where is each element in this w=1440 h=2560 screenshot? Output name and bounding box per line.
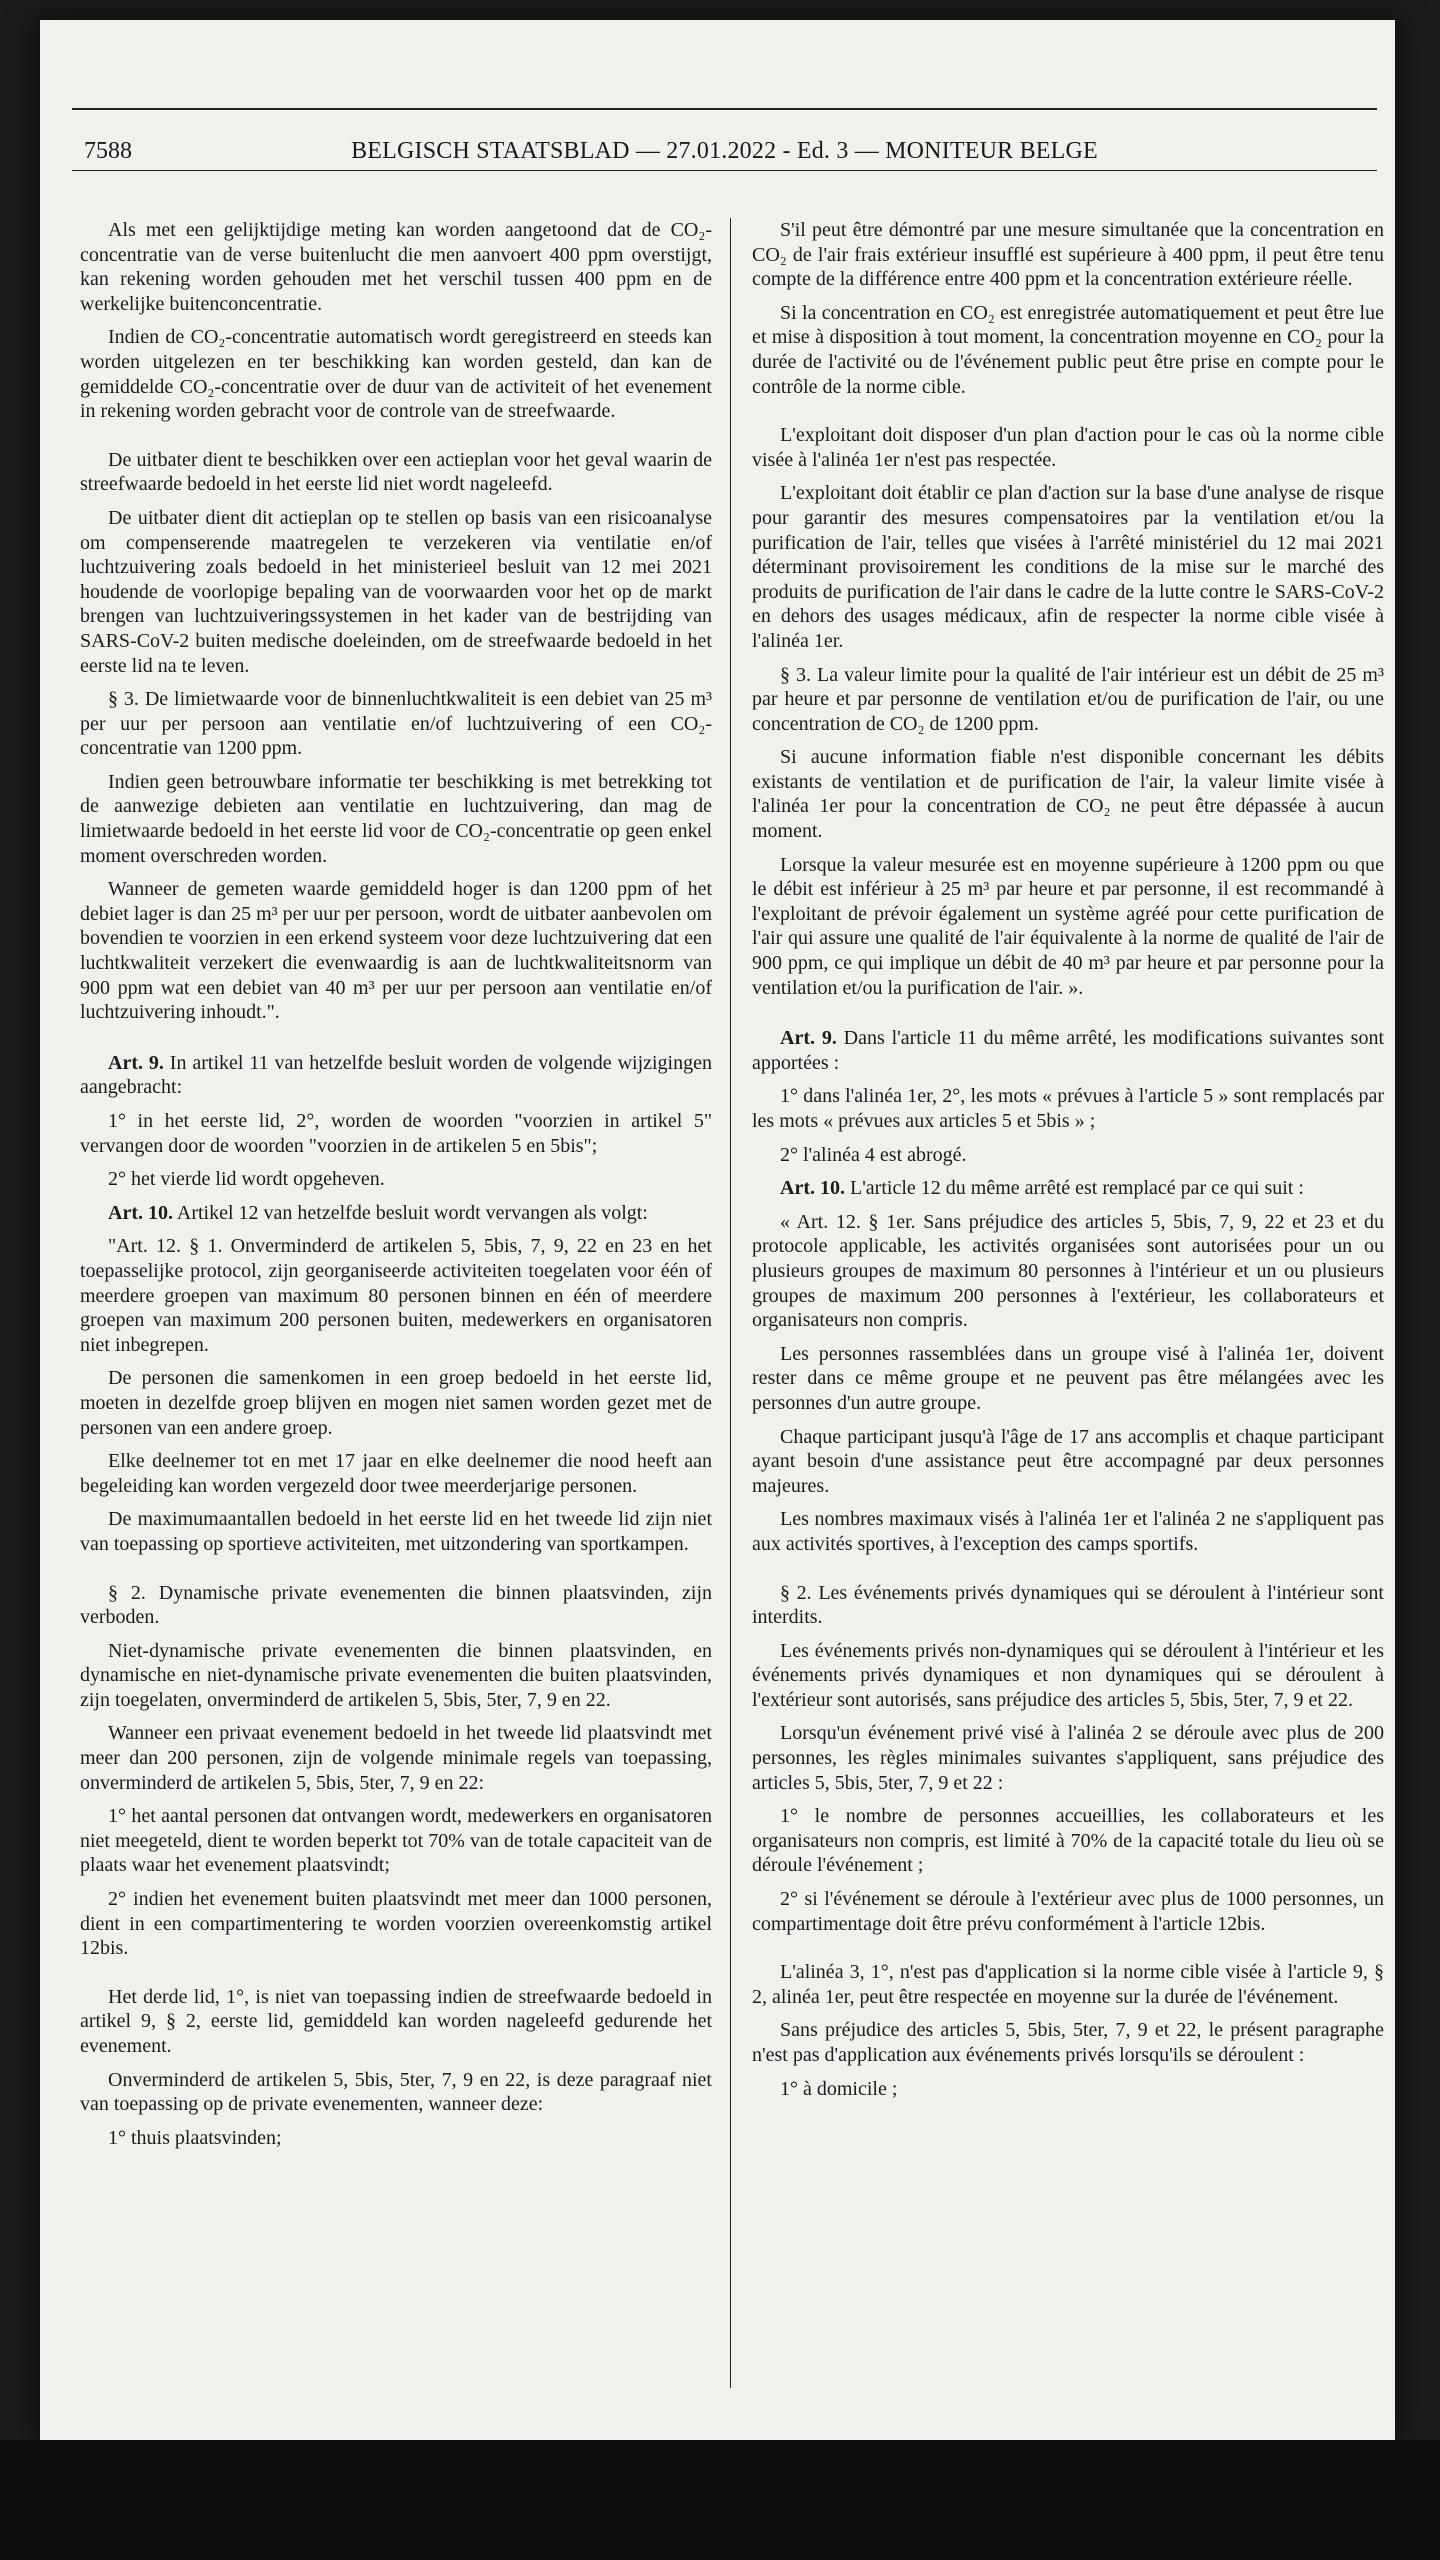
paragraph-text: § 2. Dynamische private evenementen die binnen plaatsvinden, zijn verboden.	[80, 1581, 712, 1629]
paragraph-text: L'alinéa 3, 1°, n'est pas d'application si la norme cible visée à l'article 9, § 2, alinéa 1er, peut être respectée en moyenne sur la durée de l'événement.	[752, 1961, 1384, 2008]
paragraph-text: 1° thuis plaatsvinden;	[108, 2126, 282, 2149]
paragraph	[752, 1581, 1384, 1630]
paragraph	[752, 1210, 1384, 1333]
paragraph	[752, 1176, 1384, 1201]
page-header	[72, 138, 1377, 168]
paragraph	[80, 1449, 712, 1498]
french-column	[752, 218, 1384, 2398]
page-number: 7588	[84, 138, 132, 164]
paragraph	[80, 1581, 712, 1630]
paragraph	[752, 1342, 1384, 1416]
paragraph-text: 2° het vierde lid wordt opgeheven.	[108, 1168, 385, 1191]
paragraph-text: Artikel 12 van hetzelfde besluit wordt vervangen als volgt:	[172, 1201, 648, 1224]
paragraph-text: De maximumaantallen bedoeld in het eerste lid en het tweede lid zijn niet van toepassing op sportieve activiteiten, met uitzondering van sportkampen.	[80, 1508, 712, 1555]
paragraph	[80, 325, 712, 423]
paragraph-text: Het derde lid, 1°, is niet van toepassing indien de streefwaarde bedoeld in artikel 9, § 2, eerste lid, gemiddeld kan worden nageleefd gedurende het evenement.	[80, 1985, 712, 2057]
paragraph-text: Onverminderd de artikelen 5, 5bis, 5ter, 7, 9 en 22, is deze paragraaf niet van toepassing op de private evenementen, wanneer deze:	[80, 2068, 712, 2116]
paragraph-text: « Art. 12. § 1er. Sans préjudice des articles 5, 5bis, 7, 9, 22 et 23 et du protocole applicable, les activités organisées sont autorisées pour un ou plusieurs groupes de maximum 80 personnes à l'intérieur et un ou plusieurs groupes de maximum 200 personnes à l'extérieur, les collaborateurs et organisateurs non compris.	[752, 1210, 1384, 1332]
paragraph	[752, 1425, 1384, 1499]
paragraph-text: 2° l'alinéa 4 est abrogé.	[780, 1143, 967, 1166]
paragraph-text: Niet-dynamische private evenementen die binnen plaatsvinden, en dynamische en niet-dynamische private evenementen die buiten plaatsvinden, zijn toegelaten, onverminderd de artikelen 5, 5bis, 5ter, 7, 9 en 22.	[80, 1639, 712, 1711]
paragraph	[752, 1026, 1384, 1075]
article-number: Art. 10.	[108, 1201, 173, 1224]
paragraph-text: 1° dans l'alinéa 1er, 2°, les mots « prévues à l'article 5 » sont remplacés par les mots « prévues aux articles 5 et 5bis » ;	[752, 1085, 1384, 1132]
paragraph	[80, 1201, 712, 1226]
gazette-page	[40, 20, 1395, 2440]
paragraph	[80, 1366, 712, 1440]
paragraph	[80, 1109, 712, 1158]
header-bottom-rule	[72, 170, 1377, 171]
paragraph	[80, 1507, 712, 1556]
article-number: Art. 9.	[780, 1027, 837, 1050]
paragraph-text: Dans l'article 11 du même arrêté, les modifications suivantes sont apportées :	[752, 1027, 1384, 1074]
paragraph	[80, 1887, 712, 1961]
paragraph	[752, 1507, 1384, 1556]
paragraph	[80, 506, 712, 678]
paragraph	[752, 663, 1384, 737]
dutch-column	[80, 218, 712, 2398]
paragraph	[80, 1234, 712, 1357]
paragraph-text: Si la concentration en CO₂ est enregistrée automatiquement et peut être lue et mise à disposition à tout moment, la concentration moyenne en CO₂ pour la durée de l'activité ou de l'événement public peut être prise en compte pour le contrôle de la norme cible.	[752, 301, 1384, 398]
article-number: Art. 9.	[108, 1051, 164, 1074]
paragraph	[80, 877, 712, 1025]
paragraph-text: "Art. 12. § 1. Onverminderd de artikelen 5, 5bis, 7, 9, 22 en 23 en het toepasselijke protocol, zijn georganiseerde activiteiten toegelaten voor één of meerdere groepen van maximum 80 personen binnen en één of meerdere groepen van maximum 200 personen buiten, medewerkers en organisatoren niet inbegrepen.	[80, 1235, 712, 1356]
paragraph-text: De uitbater dient dit actieplan op te stellen op basis van een risicoanalyse om compenserende maatregelen te verzekeren via ventilatie en/of luchtzuivering zoals bedoeld in het ministerieel besluit van 12 mei 2021 houdende de voorlopige bepaling van de voorwaarden voor het op de markt brengen van luchtzuiveringssystemen in het kader van de bestrijding van SARS-CoV-2 buiten medische doeleinden, om de streefwaarde bedoeld in het eerste lid na te leven.	[80, 506, 712, 677]
paragraph	[80, 1051, 712, 1100]
paragraph-text: 1° het aantal personen dat ontvangen wordt, medewerkers en organisatoren niet meegeteld, dient te worden beperkt tot 70% van de totale capaciteit van de plaats waar het evenement plaatsvindt;	[80, 1805, 712, 1877]
paragraph-text: Les événements privés non-dynamiques qui se déroulent à l'intérieur et les événements privés dynamiques et non dynamiques qui se déroulent à l'extérieur sont autorisés, sans préjudice des articles 5, 5bis, 5ter, 7, 9 et 22.	[752, 1639, 1384, 1711]
paragraph-text: 1° le nombre de personnes accueillies, les collaborateurs et les organisateurs non compris, est limité à 70% de la capacité totale du lieu où se déroule l'événement ;	[752, 1805, 1384, 1877]
paragraph	[80, 687, 712, 761]
paragraph	[80, 1167, 712, 1192]
paragraph	[752, 423, 1384, 472]
paragraph	[80, 1985, 712, 2059]
background-edge	[0, 2440, 1440, 2560]
paragraph-text: De uitbater dient te beschikken over een actieplan voor het geval waarin de streefwaarde bedoeld in het eerste lid niet wordt nageleefd.	[80, 448, 712, 496]
paragraph-text: Wanneer een privaat evenement bedoeld in het tweede lid plaatsvindt met meer dan 200 personen, zijn de volgende minimale regels van toepassing, onverminderd de artikelen 5, 5bis, 5ter, 7, 9 en 22:	[80, 1722, 712, 1794]
paragraph-text: Sans préjudice des articles 5, 5bis, 5ter, 7, 9 et 22, le présent paragraphe n'est pas d'application aux événements privés lorsqu'ils se déroulent :	[752, 2019, 1384, 2066]
paragraph	[80, 770, 712, 868]
article-number: Art. 10.	[780, 1177, 845, 1200]
paragraph-text: § 2. Les événements privés dynamiques qui se déroulent à l'intérieur sont interdits.	[752, 1581, 1384, 1629]
paragraph-text: Les personnes rassemblées dans un groupe visé à l'alinéa 1er, doivent rester dans ce même groupe et ne peuvent pas être mélangées avec les personnes d'un autre groupe.	[752, 1342, 1384, 1414]
paragraph-text: 1° à domicile ;	[780, 2077, 898, 2100]
paragraph-text: § 3. La valeur limite pour la qualité de l'air intérieur est un débit de 25 m³ par heure et par personne de ventilation et/ou de purification de l'air, ou une concentration de CO₂ de 1200 ppm.	[752, 663, 1384, 735]
paragraph	[752, 218, 1384, 292]
paragraph-text: Lorsque la valeur mesurée est en moyenne supérieure à 1200 ppm ou que le débit est inférieur à 25 m³ par heure et par personne, il est recommandé à l'exploitant de prévoir également un système agréé pour cette purification de l'air qui assure une qualité de l'air équivalente à la norme de qualité de l'air de 900 ppm, ce qui implique un débit de 40 m³ par heure et par personne pour la ventilation et/ou la purification de l'air. ».	[752, 853, 1384, 999]
paragraph-text: 1° in het eerste lid, 2°, worden de woorden "voorzien in artikel 5" vervangen door de woorden "voorzien in de artikelen 5 en 5bis";	[80, 1110, 712, 1157]
paragraph-text: In artikel 11 van hetzelfde besluit worden de volgende wijzigingen aangebracht:	[80, 1051, 712, 1099]
paragraph-text: 2° si l'événement se déroule à l'extérieur avec plus de 1000 personnes, un compartimentage doit être prévu conformément à l'article 12bis.	[752, 1888, 1384, 1935]
paragraph	[752, 1084, 1384, 1133]
paragraph	[80, 1721, 712, 1795]
paragraph-text: Indien geen betrouwbare informatie ter beschikking is met betrekking tot de aanwezige debieten aan ventilatie en luchtzuivering, dan mag de limietwaarde bedoeld in het eerste lid voor de CO₂-concentratie op geen enkel moment overschreden worden.	[80, 770, 712, 867]
paragraph-text: Chaque participant jusqu'à l'âge de 17 ans accomplis et chaque participant ayant besoin d'une assistance peut être accompagné par deux personnes majeures.	[752, 1425, 1384, 1497]
paragraph-text: S'il peut être démontré par une mesure simultanée que la concentration en CO₂ de l'air frais extérieur insufflé est supérieure à 400 ppm, il peut être tenu compte de la différence entre 400 ppm et la concentration extérieure réelle.	[752, 219, 1384, 291]
paragraph-text: L'article 12 du même arrêté est remplacé par ce qui suit :	[844, 1177, 1304, 1200]
paragraph-text: Als met een gelijktijdige meting kan worden aangetoond dat de CO₂-concentratie van de verse buitenlucht die men aanvoert 400 ppm overstijgt, kan rekening worden gehouden met het verschil tussen 400 ppm en de werkelijke buitenconcentratie.	[80, 219, 712, 315]
paragraph	[752, 1887, 1384, 1936]
paragraph	[752, 1804, 1384, 1878]
paragraph-text: Lorsqu'un événement privé visé à l'alinéa 2 se déroule avec plus de 200 personnes, les règles minimales suivantes s'appliquent, sans préjudice des articles 5, 5bis, 5ter, 7, 9 et 22 :	[752, 1722, 1384, 1794]
paragraph	[752, 1721, 1384, 1795]
paragraph	[752, 1960, 1384, 2009]
paragraph	[752, 2077, 1384, 2102]
header-top-rule	[72, 108, 1377, 110]
paragraph	[80, 218, 712, 316]
paragraph-text: Les nombres maximaux visés à l'alinéa 1er et l'alinéa 2 ne s'appliquent pas aux activités sportives, à l'exception des camps sportifs.	[752, 1508, 1384, 1555]
paragraph	[80, 2068, 712, 2117]
paragraph	[80, 2126, 712, 2151]
paragraph-text: Indien de CO₂-concentratie automatisch wordt geregistreerd en steeds kan worden uitgelezen en ter beschikking kan worden gesteld, dan kan de gemiddelde CO₂-concentratie over de duur van de activiteit of het evenement in rekening worden gebracht voor de controle van de streefwaarde.	[80, 326, 712, 423]
paragraph	[752, 1143, 1384, 1168]
paragraph	[752, 2018, 1384, 2067]
paragraph-text: De personen die samenkomen in een groep bedoeld in het eerste lid, moeten in dezelfde groep blijven en mogen niet samen worden gezet met de personen van een andere groep.	[80, 1367, 712, 1439]
paragraph-text: Wanneer de gemeten waarde gemiddeld hoger is dan 1200 ppm of het debiet lager is dan 25 m³ per uur per persoon, wordt de uitbater aanbevolen om bovendien te voorzien in een erkend systeem voor deze luchtzuivering dat een luchtkwaliteit verzekert die evenwaardig is aan de luchtkwaliteitsnorm van 900 ppm wat een debiet van 40 m³ per uur per persoon aan ventilatie en/of luchtzuivering inhoudt.".	[80, 878, 712, 1024]
paragraph	[752, 481, 1384, 653]
paragraph-text: Elke deelnemer tot en met 17 jaar en elke deelnemer die nood heeft aan begeleiding kan worden vergezeld door twee meerderjarige personen.	[80, 1450, 712, 1497]
paragraph	[80, 1804, 712, 1878]
paragraph	[752, 1639, 1384, 1713]
paragraph-text: § 3. De limietwaarde voor de binnenluchtkwaliteit is een debiet van 25 m³ per uur per persoon aan ventilatie en/of luchtzuivering of een CO₂-concentratie van 1200 ppm.	[80, 688, 712, 760]
paragraph-text: Si aucune information fiable n'est disponible concernant les débits existants de ventilation et de purification de l'air, la valeur limite visée à l'alinéa 1er pour la concentration de CO₂ ne peut être dépassée à aucun moment.	[752, 746, 1384, 843]
column-divider	[730, 218, 731, 2388]
paragraph-text: 2° indien het evenement buiten plaatsvindt met meer dan 1000 personen, dient in een compartimentering te worden voorzien overeenkomstig artikel 12bis.	[80, 1888, 712, 1960]
paragraph	[752, 745, 1384, 843]
paragraph	[80, 448, 712, 497]
publication-title: BELGISCH STAATSBLAD — 27.01.2022 - Ed. 3 — MONITEUR BELGE	[351, 138, 1098, 164]
paragraph-text: L'exploitant doit disposer d'un plan d'action pour le cas où la norme cible visée à l'alinéa 1er n'est pas respectée.	[752, 424, 1384, 471]
paragraph-text: L'exploitant doit établir ce plan d'action sur la base d'une analyse de risque pour garantir des mesures compensatoires par la ventilation et/ou la purification de l'air, telles que visées à l'arrêté ministériel du 12 mai 2021 déterminant provisoirement les conditions de la mise sur le marché des produits de purification de l'air dans le cadre de la lutte contre le SARS-CoV-2 en dehors des usages médicaux, afin de respecter la norme cible visée à l'alinéa 1er.	[752, 482, 1384, 652]
paragraph	[752, 853, 1384, 1001]
paragraph	[752, 301, 1384, 399]
paragraph	[80, 1639, 712, 1713]
